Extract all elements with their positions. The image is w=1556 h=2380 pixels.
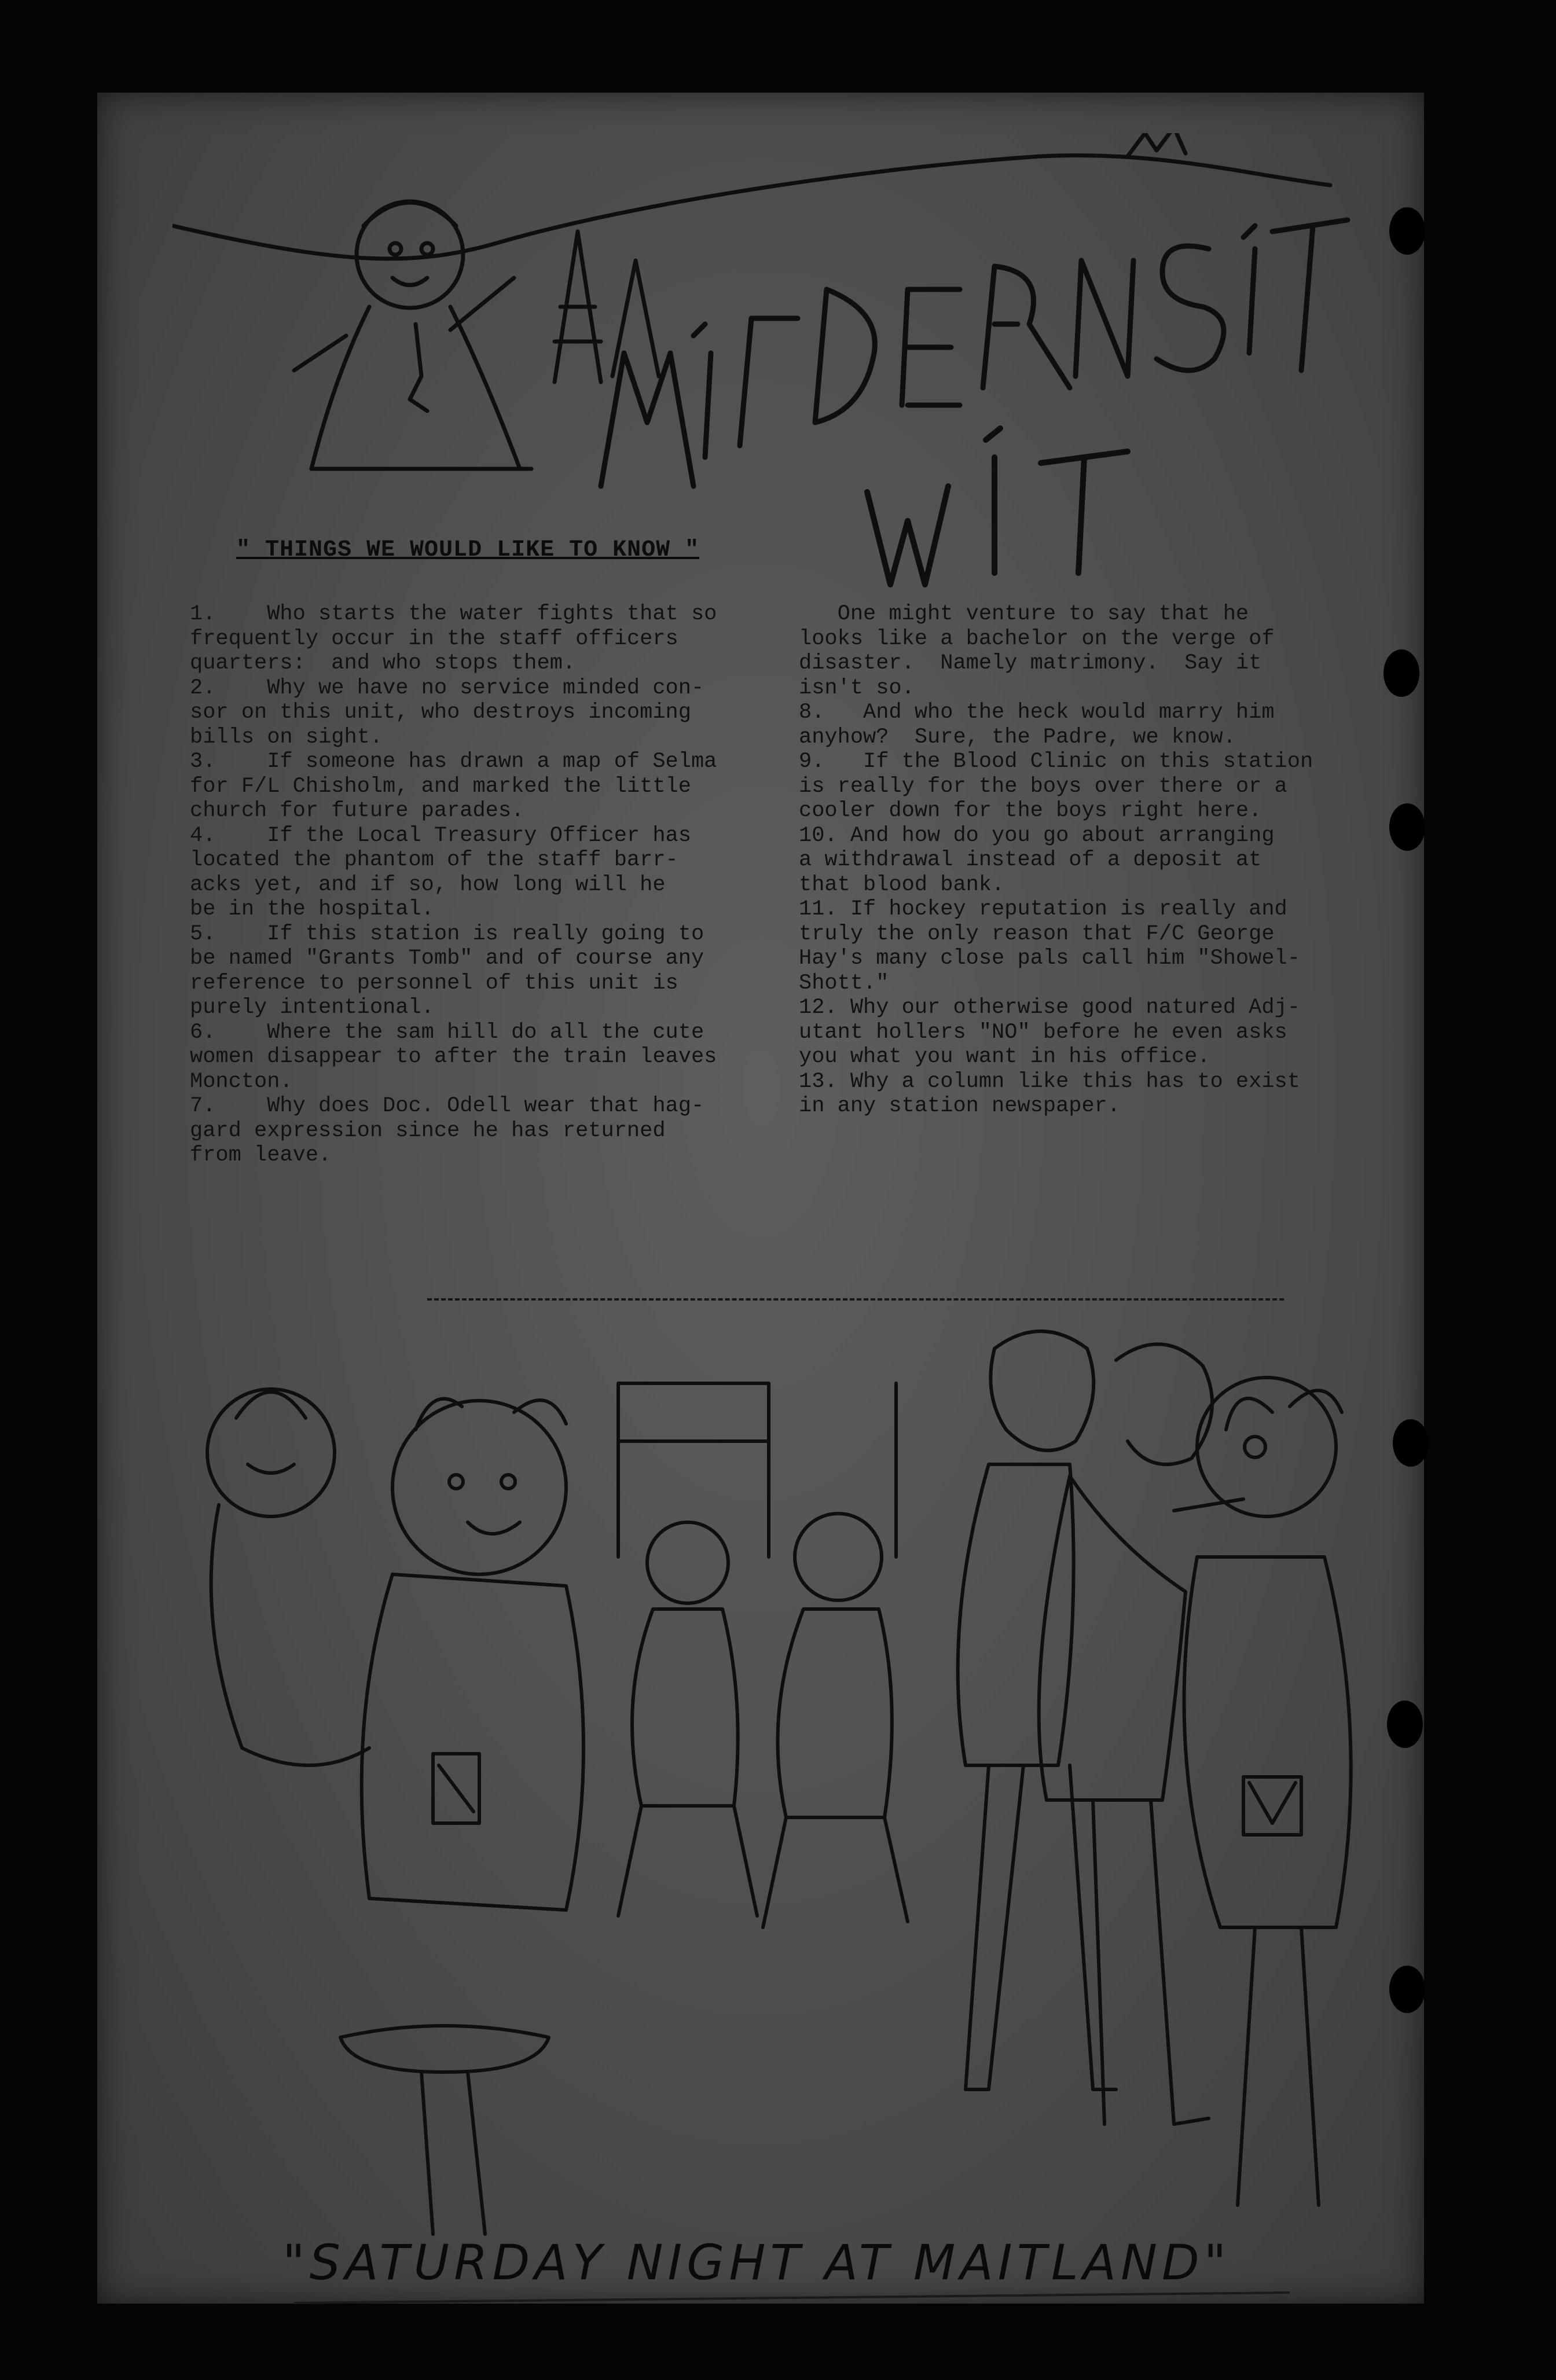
text-line: Shott." bbox=[799, 971, 889, 996]
section-divider bbox=[427, 1298, 1284, 1301]
text-line: 3. If someone has drawn a map of Selma bbox=[190, 750, 717, 774]
caption-underline bbox=[294, 2291, 1290, 2304]
text-line: acks yet, and if so, how long will he bbox=[190, 872, 666, 897]
text-line: in any station newspaper. bbox=[799, 1094, 1121, 1118]
punch-hole bbox=[1389, 207, 1425, 255]
text-line: One might venture to say that he bbox=[799, 602, 1249, 626]
section-heading bbox=[236, 537, 699, 563]
text-line: 4. If the Local Treasury Officer has bbox=[190, 823, 691, 848]
text-line: for F/L Chisholm, and marked the little bbox=[190, 774, 691, 799]
text-line: bills on sight. bbox=[190, 725, 383, 750]
text-line: 2. Why we have no service minded con- bbox=[190, 675, 704, 700]
section-heading-text: " THINGS WE WOULD LIKE TO KNOW " bbox=[236, 537, 700, 563]
text-line: 12. Why our otherwise good natured Adj- bbox=[799, 996, 1300, 1020]
text-line: utant hollers "NO" before he even asks bbox=[799, 1020, 1287, 1045]
text-line: isn't so. bbox=[799, 675, 915, 700]
text-line: disaster. Namely matrimony. Say it bbox=[799, 651, 1262, 675]
text-line: a withdrawal instead of a deposit at bbox=[799, 848, 1262, 872]
punch-hole bbox=[1389, 1966, 1425, 2013]
text-line: quarters: and who stops them. bbox=[190, 651, 576, 675]
text-line: women disappear to after the train leaves bbox=[190, 1045, 717, 1069]
text-line: gard expression since he has returned bbox=[190, 1118, 666, 1143]
text-line: church for future parades. bbox=[190, 799, 524, 823]
text-line: that blood bank. bbox=[799, 872, 1005, 897]
text-line: 1. Who starts the water fights that so bbox=[190, 602, 717, 626]
text-line: sor on this unit, who destroys incoming bbox=[190, 700, 691, 725]
text-line: 13. Why a column like this has to exist bbox=[799, 1069, 1300, 1094]
text-line: is really for the boys over there or a bbox=[799, 774, 1287, 799]
text-line: cooler down for the boys right here. bbox=[799, 799, 1262, 823]
text-line: 11. If hockey reputation is really and bbox=[799, 897, 1287, 921]
text-line: truly the only reason that F/C George bbox=[799, 921, 1275, 946]
text-line: 7. Why does Doc. Odell wear that hag- bbox=[190, 1094, 704, 1118]
text-line: Moncton. bbox=[190, 1069, 293, 1094]
punch-hole bbox=[1383, 649, 1419, 697]
text-line: Hay's many close pals call him "Showel- bbox=[799, 946, 1300, 971]
right-column bbox=[799, 602, 1383, 1119]
text-line: from leave. bbox=[190, 1143, 332, 1167]
text-line: you what you want in his office. bbox=[799, 1045, 1210, 1069]
text-line: 5. If this station is really going to bbox=[190, 921, 704, 946]
text-line: anyhow? Sure, the Padre, we know. bbox=[799, 725, 1236, 750]
punch-hole bbox=[1393, 1419, 1429, 1467]
masthead-illustration bbox=[173, 133, 1388, 596]
text-line: located the phantom of the staff barr- bbox=[190, 848, 678, 872]
text-line: be named "Grants Tomb" and of course any bbox=[190, 946, 704, 971]
text-line: frequently occur in the staff officers bbox=[190, 626, 678, 651]
newsletter-page bbox=[97, 93, 1424, 2304]
text-line: 8. And who the heck would marry him bbox=[799, 700, 1275, 725]
text-line: 10. And how do you go about arranging bbox=[799, 823, 1275, 848]
text-line: 6. Where the sam hill do all the cute bbox=[190, 1020, 704, 1045]
dance-cartoon-illustration bbox=[167, 1314, 1371, 2240]
punch-hole bbox=[1387, 1700, 1423, 1748]
text-line: purely intentional. bbox=[190, 996, 434, 1020]
text-line: 9. If the Blood Clinic on this station bbox=[799, 750, 1313, 774]
text-line: be in the hospital. bbox=[190, 897, 434, 921]
left-column bbox=[190, 602, 775, 1168]
cartoon-caption: "SATURDAY NIGHT AT MAITLAND" bbox=[282, 2234, 1231, 2291]
text-line: reference to personnel of this unit is bbox=[190, 971, 678, 996]
text-line: looks like a bachelor on the verge of bbox=[799, 626, 1275, 651]
punch-hole bbox=[1389, 803, 1425, 851]
